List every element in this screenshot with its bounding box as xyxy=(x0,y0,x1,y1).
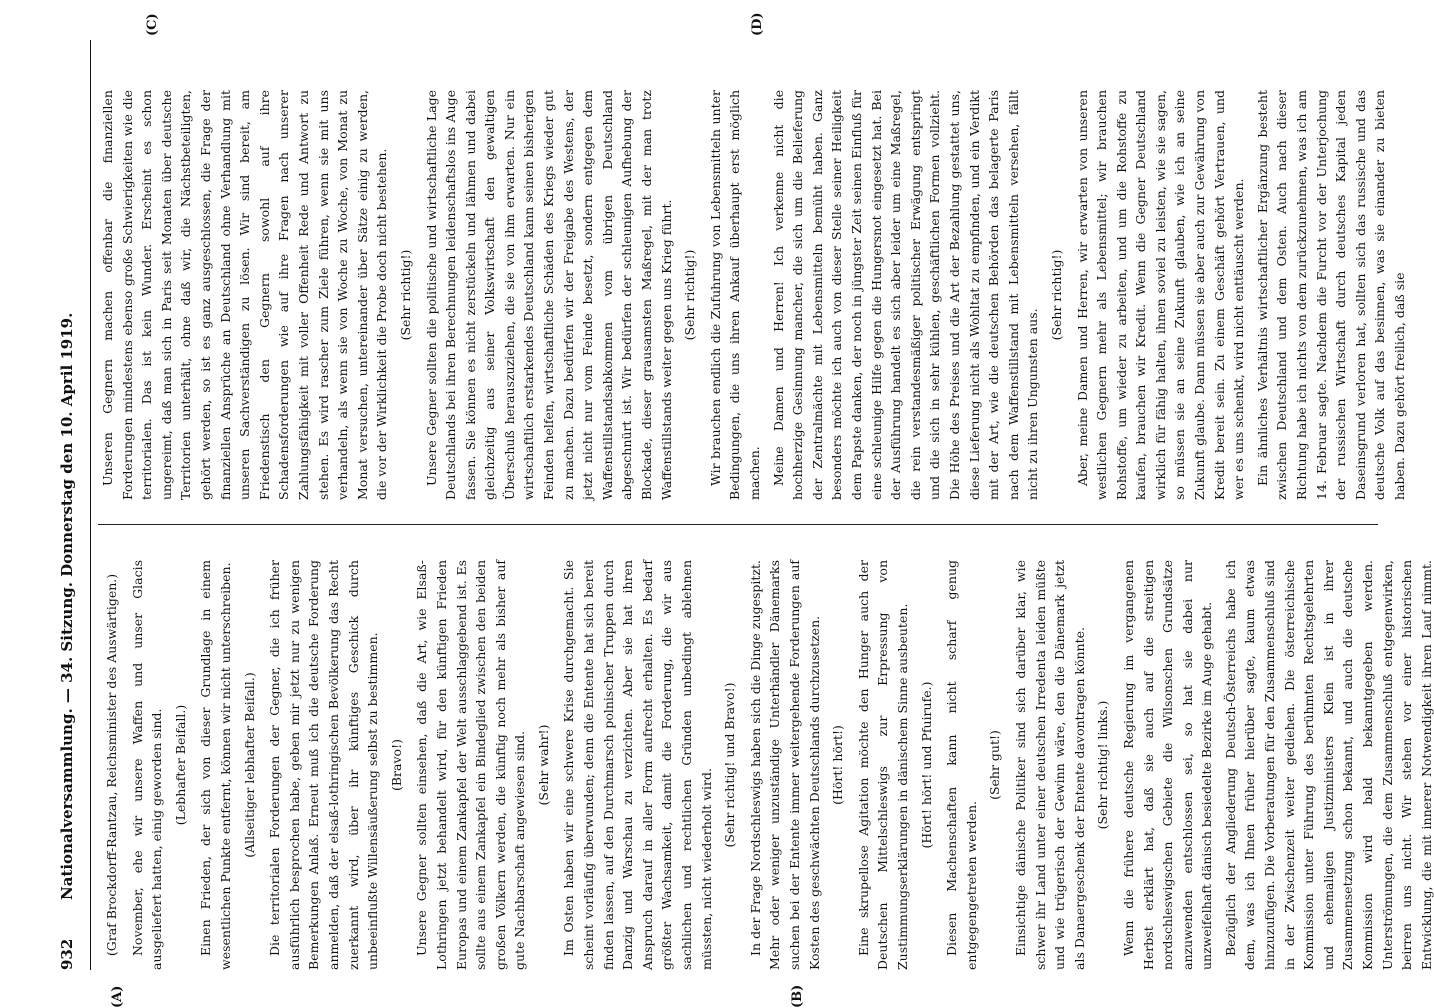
paragraph: Wir brauchen endlich die Zufuhrung von Lebensmitteln unter Bedingungen, die uns ihren Ankauf überhaupt erst möglich machen. xyxy=(707,90,762,500)
paragraph: Einen Frieden, der sich von dieser Grundlage in einem wesentlichen Punkte entfernt, können wir nicht unterschreiben. xyxy=(198,560,233,970)
side-credit xyxy=(1402,0,1430,1000)
paragraph: (Sehr richtig! und Bravo!) xyxy=(722,682,738,848)
column-divider xyxy=(98,524,1378,525)
paragraph: November, ehe wir unsere Waffen und unser Glacis ausgeliefert hatten, einig geworden sind. xyxy=(129,560,165,970)
paragraph: (Hört! hört! und Pfuirufe.) xyxy=(918,681,934,849)
paragraph: Meine Damen und Herren! Ich verkenne nicht die hochherzige Gesinnung mancher, die sich um die Belieferung der Zentralmächte mit Lebensmitteln bemüht haben. Ganz besonders möchte ich auch von dieser Stelle seiner Heiligkeit dem Papste danken, der noch in jüngster Zeit seinen Einfluß für eine schleunige Hilfe gegen die Hungersnot eingesetzt hat. Bei der Ausführung handelt es sich aber leider um eine Maßregel, die rein verstandesmäßiger politischer Erwägung entspringt und die sich in sehr kühlen, geschäftlichen Formen vollzieht. Die Höhe des Preises und die Art der Bezahlung gestattet uns, diese Lieferung nicht als Wohltat zu empfinden, und ein Verdikt mit der Art, wie die deutschen Behörden das belagerte Paris nach dem Waffenstillstand mit Lebensmitteln versehen, fällt nicht zu ihren Ungunsten aus. xyxy=(770,90,1041,500)
paragraph: Unsere Gegner sollten einsehen, daß die Art, wie Elsaß-Lothringen jetzt behandelt wird, für den künftigen Frieden Europas und einem Zankapfel der Welt ausschlaggebend ist. Es sollte aus einem Zankapfel ein Bindeglied zwischen den beiden großen Völkern werden, die künftig noch mehr als bisher auf gute Nachbarschaft angewiesen sind. xyxy=(414,560,528,970)
page-header xyxy=(50,40,91,970)
paragraph: Einsichtige dänische Politiker sind sich darüber klar, wie schwer ihr Land unter einer deutschen Irredenta leiden müßte und wie trügerisch der Gewinn wäre, den die Dänemark jetzt als Danaergeschenk der Entente davontragen könnte. xyxy=(1012,560,1087,970)
paragraph: Eine skrupellose Agitation möchte den Hunger auch der Deutschen Mittelschleswigs zur Erpressung von Zustimmungserklärungen in dänischem Sinne ausbeuten. xyxy=(855,560,910,970)
left-column xyxy=(98,560,1434,970)
paragraph: (Bravo!) xyxy=(388,739,404,791)
paragraph: (Sehr richtig!) xyxy=(397,249,413,341)
margin-mark-c: (C) xyxy=(145,13,160,36)
paragraph: (Lebhafter Beifall.) xyxy=(172,704,188,826)
paragraph: Bezüglich der Angliederung Deutsch-Österreichs habe ich dem, was ich Ihnen früher hierüber sagte, kaum etwas hinzuzufügen. Die Vorberatungen für den Zusammenschluß sind in der Zwischenzeit weiter gediehen. Die österreichische Kommission unter Führung des berühmten Rechtsgelehrten und ehemaligen Justizministers Klein ist in ihrer Zusammensetzung schon bekannt, und auch die deutsche Kommission wird bald bekanntgegeben werden. Unterströmungen, die dem Zusammenschluß entgegenwirken, beirren uns nicht. Wir stehen vor einer historischen Entwicklung, die mit innerer Notwendigkeit ihren Lauf nimmt. xyxy=(1222,560,1434,970)
margin-mark-a: (A) xyxy=(110,985,125,1008)
paragraph: (Sehr richtig!) xyxy=(1048,249,1064,341)
paragraph: Aber, meine Damen und Herren, wir erwarten von unseren westlichen Gegnern mehr als Lebensmittel; wir brauchen Rohstoffe, um wieder zu arbeiten, und um die Rohstoffe zu kaufen, brauchen wir Kredit. Wenn die Gegner Deutschland wirklich für fähig halten, ihnen soviel zu leisten, wie sie sagen, so müssen sie an seine Zukunft glauben, wie ich an seine Zukunft glaube. Dann müssen sie aber auch zur Gewährung von Kredit bereit sein. Zu einem Geschäft gehört Vertrauen, und wer es uns schenkt, wird nicht enttäuscht werden. xyxy=(1074,90,1247,500)
paragraph: Im Osten haben wir eine schwere Krise durchgemacht. Sie scheint vorläufig überwunden; denn die Entente hat sich bereit finden lassen, auf den Durchmarsch polnischer Truppen durch Danzig und Warschau zu verzichten. Aber sie hat ihren Anspruch darauf in aller Form aufrecht erhalten. Es bedarf größter Wachsamkeit, damit die Forderung, die wir aus sachlichen und rechtlichen Gründen unbedingt ablehnen müssten, nicht wiederholt wird. xyxy=(561,560,714,970)
paragraph: (Allseitiger lebhafter Beifall.) xyxy=(241,672,257,858)
paragraph: Wenn die frühere deutsche Regierung im vergangenen Herbst erklärt hat, daß sie auch auf die streitigen nordschleswigschen Gebiete die Wilsonschen Grundsätze anzuwenden entschlossen sei, so hat sie dabei nur unzweifelhaft dänisch besiedelte Bezirke im Auge gehabt. xyxy=(1120,560,1215,970)
margin-mark-b: (B) xyxy=(790,984,805,1008)
paragraph: In der Frage Nordschleswigs haben sich die Dinge zugespitzt. Mehr oder weniger unzuständige Unterhändler Dänemarks suchen bei der Entente immer weitergehende Forderungen auf Kosten des geschwächten Deutschlands durchzusetzen. xyxy=(747,560,822,970)
paragraph: (Graf Brockdorff-Rantzau, Reichsminister des Auswärtigen.) xyxy=(104,573,119,957)
paragraph: Diesen Machenschaften kann nicht scharf genug entgegengetreten werden. xyxy=(944,560,979,970)
paragraph: (Sehr richtig! links.) xyxy=(1095,700,1111,830)
paragraph: (Sehr gut!) xyxy=(987,730,1003,800)
page-number: 932 xyxy=(58,938,76,970)
running-title: Nationalversammlung. — 34. Sitzung. Donnerstag den 10. April 1919. xyxy=(58,312,76,900)
rotated-page-content xyxy=(50,12,1434,1008)
paragraph: (Hört! hört!) xyxy=(830,725,846,805)
paragraph: Unseren Gegnern machen offenbar die finanziellen Forderungen mindestens ebenso große Schwierigkeiten wie die territorialen. Das ist kein Wunder. Erscheint es schon ungereimt, daß man sich in Paris seit Monaten über deutsche Territorien unterhält, ohne daß wir, die Nächstbeteiligten, gehört werden, so ist es ganz ausgeschlossen, die Frage der finanziellen Ansprüche an Deutschland ohne Verhandlung mit unseren Sachverständigen zu lösen. Wir sind bereit, am Friedenstisch den Gegnern sowohl auf ihre Schadensforderungen wie auf ihre Fragen nach unserer Zahlungsfähigkeit mit voller Offenheit Rede und Antwort zu stehen. Es wird rascher zum Ziele führen, wenn sie mit uns verhandeln, als wenn sie von Woche zu Woche, von Monat zu Monat versuchen, untereinander über Sätze einig zu werden, die vor der Wirklichkeit die Probe doch nicht bestehen. xyxy=(100,90,390,500)
paragraph: (Sehr wahr!) xyxy=(535,724,551,806)
paragraph: Die territorialen Forderungen der Gegner, die ich früher ausführlich besprochen habe, geben mir jetzt nur zu wenigen Bemerkungen Anlaß. Erneut muß ich die deutsche Forderung anmelden, daß der elsaß-lothringischen Bevölkerung das Recht zuerkannt wird, über ihr künftiges Geschick durch unbeeinflußte Willensäußerung selbst zu bestimmen. xyxy=(267,560,381,970)
paragraph: Unsere Gegner sollten die politische und wirtschaftliche Lage Deutschlands bei ihren Berechnungen leidenschaftslos ins Auge fassen. Sie können es nicht zerstückeln und lähmen und dabei gleichzeitig aus seiner Volkswirtschaft den gewaltigen Überschuß herauszuziehen, die sie von ihm erwarten. Nur ein wirtschaftlich erstarkendes Deutschland kann seinen bisherigen Feinden helfen, wirtschaftliche Schäden des Kriegs wieder gut zu machen. Dazu bedürfen wir der Freigabe des Westens, der jetzt nicht nur vom Feinde besetzt, sondern entgegen dem Waffenstillstandsabkommen vom übrigen Deutschland abgeschnürt ist. Wir bedürfen der schleunigen Aufhebung der Blockade, dieser grausamsten Maßregel, mit der man trotz Waffenstillstands weiter gegen uns Krieg führt. xyxy=(423,90,674,500)
margin-mark-d: (D) xyxy=(750,12,765,36)
paragraph: Ein ähnliches Verhältnis wirtschaftlicher Ergänzung besteht zwischen Deutschland und dem Osten. Auch nach dieser Richtung habe ich nichts von dem zurückzunehmen, was ich am 14. Februar sagte. Nachdem die Furcht vor der Unterjochung der russischen Wirtschaft durch deutsches Kapital jeden Daseinsgrund verloren hat, sollten sich das russische und das deutsche Volk auf das besinnen, was sie einander zu bieten haben. Dazu gehört freilich, daß sie xyxy=(1254,90,1407,500)
paragraph: (Sehr richtig!) xyxy=(682,249,698,341)
right-column xyxy=(98,90,1414,500)
